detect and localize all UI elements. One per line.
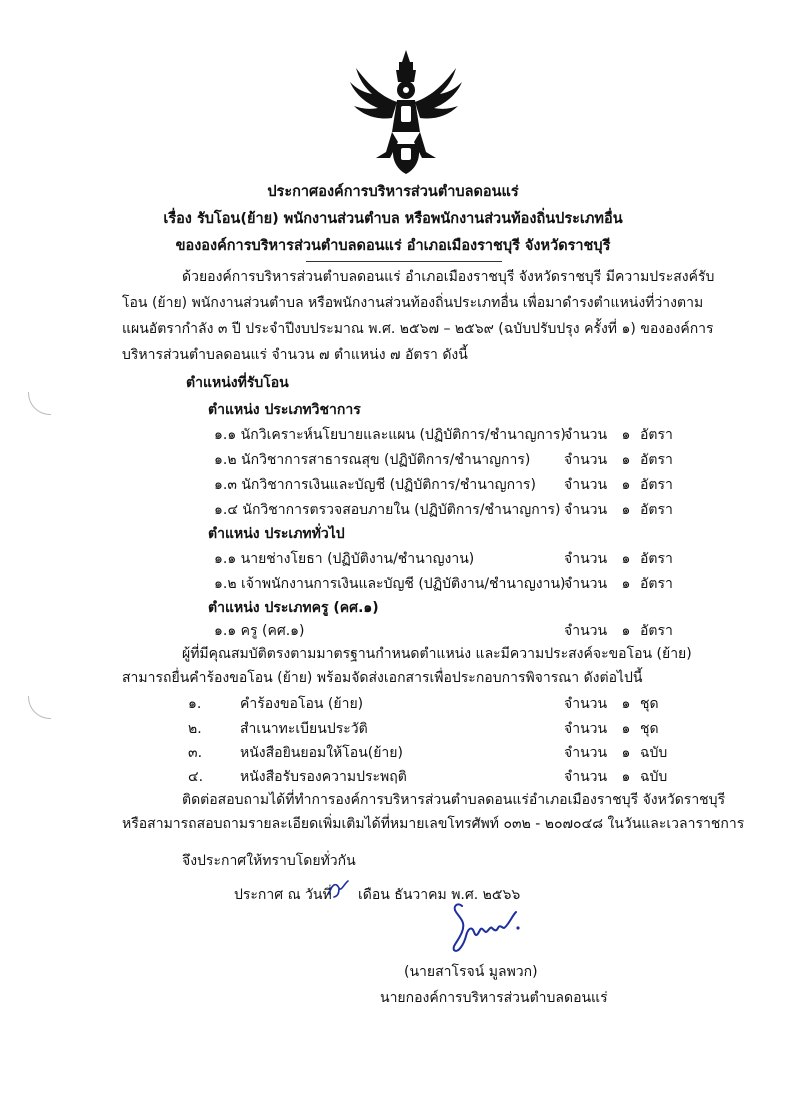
doc-item: คำร้องขอโอน (ย้าย) bbox=[240, 696, 364, 712]
qualify-line-2: สามารถยื่นคำร้องขอโอน (ย้าย) พร้อมจัดส่งเอกสารเพื่อประกอบการพิจารณา ดังต่อไปนี้ bbox=[122, 670, 643, 686]
handwritten-day-mark-icon bbox=[326, 878, 352, 900]
position-quantity: จำนวน ๑ อัตรา bbox=[564, 623, 673, 639]
position-quantity: จำนวน ๑ อัตรา bbox=[564, 551, 673, 567]
contact-line-2: หรือสามารถสอบถามรายละเอียดเพิ่มเติมได้ที่หมายเลขโทรศัพท์ ๐๓๒ - ๒๐๗๐๔๘ ในวันและเวลาราชการ bbox=[122, 816, 745, 832]
announce-date-prefix: ประกาศ ณ วันที่ bbox=[234, 887, 332, 903]
announce-date-suffix: เดือน ธันวาคม พ.ศ. ๒๕๖๖ bbox=[358, 887, 521, 903]
doc-number: ๓. bbox=[188, 745, 203, 761]
header-subject: เรื่อง รับโอน(ย้าย) พนักงานส่วนตำบล หรือพนักงานส่วนท้องถิ่นประเภทอื่น bbox=[163, 211, 623, 227]
doc-quantity: จำนวน ๑ ชุด bbox=[564, 696, 659, 712]
position-quantity: จำนวน ๑ อัตรา bbox=[564, 502, 673, 518]
doc-item: หนังสือรับรองความประพฤติ bbox=[240, 769, 407, 785]
position-item: ๑.๑ ครู (คศ.๑) bbox=[214, 623, 305, 639]
closing-statement: จึงประกาศให้ทราบโดยทั่วกัน bbox=[182, 853, 356, 869]
signer-name: (นายสาโรจน์ มูลพวก) bbox=[404, 964, 538, 980]
group-title-general: ตำแหน่ง ประเภททั่วไป bbox=[208, 526, 345, 542]
contact-line-1: ติดต่อสอบถามได้ที่ทำการองค์การบริหารส่วนตำบลดอนแร่อำเภอเมืองราชบุรี จังหวัดราชบุรี bbox=[182, 792, 726, 808]
punch-hole-mark bbox=[28, 696, 51, 719]
position-item: ๑.๓ นักวิชาการเงินและบัญชี (ปฏิบัติการ/ชำนาญการ) bbox=[214, 477, 536, 493]
header-divider bbox=[306, 261, 502, 262]
position-quantity: จำนวน ๑ อัตรา bbox=[564, 427, 673, 443]
header-agency: ขององค์การบริหารส่วนตำบลดอนแร่ อำเภอเมืองราชบุรี จังหวัดราชบุรี bbox=[175, 238, 611, 254]
garuda-emblem-icon bbox=[346, 48, 466, 176]
doc-number: ๑. bbox=[188, 696, 202, 712]
position-item: ๑.๑ นักวิเคราะห์นโยบายและแผน (ปฏิบัติการ/ชำนาญการ) bbox=[214, 427, 566, 443]
position-quantity: จำนวน ๑ อัตรา bbox=[564, 477, 673, 493]
position-item: ๑.๒ นักวิชาการสาธารณสุข (ปฏิบัติการ/ชำนาญการ) bbox=[214, 452, 531, 468]
doc-number: ๒. bbox=[188, 721, 202, 737]
doc-item: สำเนาทะเบียนประวัติ bbox=[240, 721, 368, 737]
group-title-teacher: ตำแหน่ง ประเภทครู (คศ.๑) bbox=[208, 600, 379, 616]
intro-line-2: โอน (ย้าย) พนักงานส่วนตำบล หรือพนักงานส่วนท้องถิ่นประเภทอื่น เพื่อมาดำรงตำแหน่งที่ว่างตาม bbox=[122, 295, 704, 311]
doc-number: ๔. bbox=[188, 769, 204, 785]
header-title: ประกาศองค์การบริหารส่วนตำบลดอนแร่ bbox=[267, 184, 519, 200]
doc-quantity: จำนวน ๑ ชุด bbox=[564, 721, 659, 737]
qualify-line-1: ผู้ที่มีคุณสมบัติตรงตามมาตรฐานกำหนดตำแหน่ง และมีความประสงค์จะขอโอน (ย้าย) bbox=[182, 646, 692, 662]
signer-title: นายกองค์การบริหารส่วนตำบลดอนแร่ bbox=[380, 990, 608, 1006]
position-quantity: จำนวน ๑ อัตรา bbox=[564, 452, 673, 468]
intro-line-1: ด้วยองค์การบริหารส่วนตำบลดอนแร่ อำเภอเมืองราชบุรี จังหวัดราชบุรี มีความประสงค์รับ bbox=[182, 269, 715, 285]
position-item: ๑.๔ นักวิชาการตรวจสอบภายใน (ปฏิบัติการ/ชำนาญการ) bbox=[214, 502, 561, 518]
group-title-academic: ตำแหน่ง ประเภทวิชาการ bbox=[208, 402, 361, 418]
doc-quantity: จำนวน ๑ ฉบับ bbox=[564, 769, 668, 785]
position-quantity: จำนวน ๑ อัตรา bbox=[564, 576, 673, 592]
punch-hole-mark bbox=[28, 392, 51, 415]
positions-title: ตำแหน่งที่รับโอน bbox=[186, 375, 289, 391]
intro-line-3: แผนอัตรากำลัง ๓ ปี ประจำปีงบประมาณ พ.ศ. ๒๕๖๗ – ๒๕๖๙ (ฉบับปรับปรุง ครั้งที่ ๑) ขององค์การ bbox=[122, 321, 714, 337]
intro-line-4: บริหารส่วนตำบลดอนแร่ จำนวน ๗ ตำแหน่ง ๗ อัตรา ดังนี้ bbox=[122, 347, 468, 363]
position-item: ๑.๒ เจ้าพนักงานการเงินและบัญชี (ปฏิบัติงาน/ชำนาญงาน) bbox=[214, 576, 566, 592]
doc-quantity: จำนวน ๑ ฉบับ bbox=[564, 745, 668, 761]
position-item: ๑.๑ นายช่างโยธา (ปฏิบัติงาน/ชำนาญงาน) bbox=[214, 551, 475, 567]
signature-icon bbox=[448, 898, 528, 958]
doc-item: หนังสือยินยอมให้โอน(ย้าย) bbox=[240, 745, 403, 761]
